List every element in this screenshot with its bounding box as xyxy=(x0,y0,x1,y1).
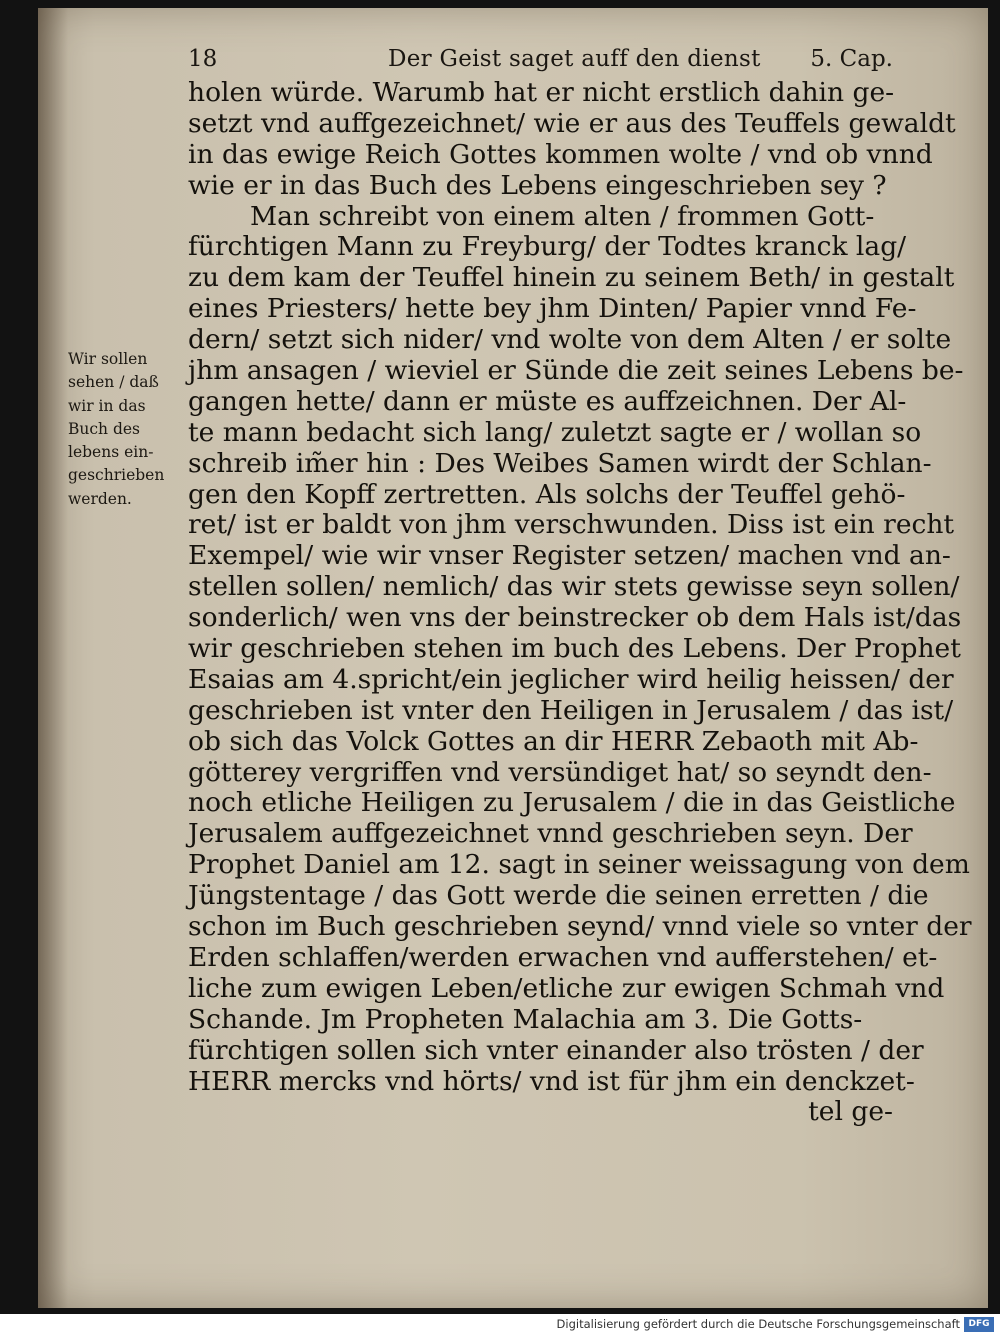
marginal-line: Wir sollen xyxy=(68,350,148,368)
text-line: götterey vergriffen vnd versündiget hat/ so seyndt den- xyxy=(188,756,932,788)
text-line: ret/ ist er baldt von jhm verschwunden. Diss ist ein recht xyxy=(188,509,955,541)
text-line: wir geschrieben stehen im buch des Lebens. Der Prophet xyxy=(188,633,961,665)
text-line: wie er in das Buch des Lebens eingeschrieben sey ? xyxy=(188,169,887,201)
text-line: gen den Kopff zertretten. Als solchs der Teuffel gehö- xyxy=(188,478,906,510)
text-line: fürchtigen Mann zu Freyburg/ der Todtes kranck lag/ xyxy=(188,231,907,263)
text-line: gangen hette/ dann er müste es auffzeichnen. Der Al- xyxy=(188,385,907,417)
marginal-line: wir in das xyxy=(68,396,146,415)
main-text-block xyxy=(188,77,972,1128)
text-line: te mann bedacht sich lang/ zuletzt sagte er / wollan so xyxy=(188,416,922,448)
text-line: Erden schlaffen/werden erwachen vnd aufferstehen/ et- xyxy=(188,941,938,973)
gutter-shadow xyxy=(38,8,68,1308)
marginal-line: sehen / daß xyxy=(68,373,159,392)
text-line: Schande. Jm Propheten Malachia am 3. Die Gotts- xyxy=(188,1003,863,1035)
text-line: schreib im̃er hin : Des Weibes Samen wirdt der Schlan- xyxy=(188,447,932,479)
footer-credit: Digitalisierung gefördert durch die Deutsche Forschungsgemeinschaft xyxy=(556,1317,960,1331)
marginal-line: Buch des xyxy=(68,419,141,438)
footer-bar xyxy=(0,1314,1000,1336)
marginal-note xyxy=(68,348,186,511)
text-line: Prophet Daniel am 12. sagt in seiner weissagung von dem xyxy=(188,849,970,881)
text-line: stellen sollen/ nemlich/ das wir stets gewisse seyn sollen/ xyxy=(188,571,960,603)
text-line: noch etliche Heiligen zu Jerusalem / die in das Geistliche xyxy=(188,787,956,819)
marginal-line: lebens ein- xyxy=(68,443,154,462)
text-line: in das ewige Reich Gottes kommen wolte / vnd ob vnnd xyxy=(188,138,933,170)
running-header xyxy=(188,46,893,76)
text-line: ob sich das Volck Gottes an dir HERR Zebaoth mit Ab- xyxy=(188,725,919,757)
text-line: HERR mercks vnd hörts/ vnd ist für jhm ein denckzet- xyxy=(188,1065,915,1097)
text-line: Esaias am 4.spricht/ein jeglicher wird heilig heissen/ der xyxy=(188,663,954,695)
marginal-line: werden. xyxy=(68,489,132,508)
paragraph-start-line: Man schreibt von einem alten / frommen Gott- xyxy=(250,200,875,232)
running-title: Der Geist saget auff den dienst xyxy=(388,46,761,72)
text-line: zu dem kam der Teuffel hinein zu seinem Beth/ in gestalt xyxy=(188,262,955,294)
text-line: holen würde. Warumb hat er nicht erstlich dahin ge- xyxy=(188,77,895,108)
text-line: eines Priesters/ hette bey jhm Dinten/ Papier vnnd Fe- xyxy=(188,293,917,325)
text-line: jhm ansagen / wieviel er Sünde die zeit seines Lebens be- xyxy=(188,355,964,387)
text-line: setzt vnd auffgezeichnet/ wie er aus des Teuffels gewaldt xyxy=(188,107,956,139)
chapter-label: 5. Cap. xyxy=(810,46,893,72)
text-line: dern/ setzt sich nider/ vnd wolte von dem Alten / er solte xyxy=(188,324,952,356)
text-line: Jüngstentage / das Gott werde die seinen erretten / die xyxy=(188,880,929,912)
text-line: geschrieben ist vnter den Heiligen in Jerusalem / das ist/ xyxy=(188,694,954,726)
text-line: liche zum ewigen Leben/etliche zur ewigen Schmah vnd xyxy=(188,972,945,1004)
catchword-line: tel ge- xyxy=(808,1096,893,1128)
marginal-line: geschrieben xyxy=(68,466,165,485)
dfg-logo-icon: DFG xyxy=(964,1317,994,1332)
text-line: Exempel/ wie wir vnser Register setzen/ machen vnd an- xyxy=(188,540,951,572)
text-line: fürchtigen sollen sich vnter einander also trösten / der xyxy=(188,1034,924,1066)
page-number: 18 xyxy=(188,46,218,72)
text-line: Jerusalem auffgezeichnet vnnd geschrieben seyn. Der xyxy=(188,818,913,850)
text-line: schon im Buch geschrieben seynd/ vnnd viele so vnter der xyxy=(188,911,972,943)
text-line: sonderlich/ wen vns der beinstrecker ob dem Hals ist/das xyxy=(188,602,962,634)
